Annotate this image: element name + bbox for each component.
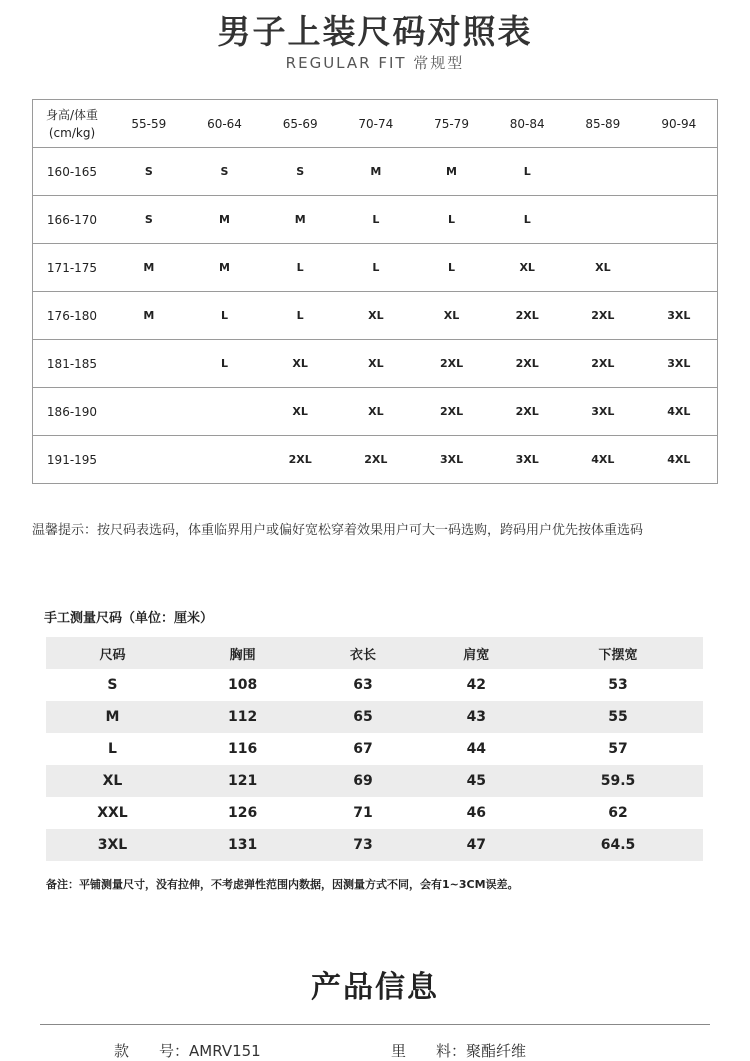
size-chart-row bbox=[33, 196, 718, 244]
measurement-column-header: 肩宽 bbox=[420, 637, 533, 669]
size-cell: S bbox=[111, 148, 187, 196]
size-cell: 4XL bbox=[565, 436, 641, 484]
measurement-cell: 46 bbox=[466, 805, 487, 821]
measurement-cell: 53 bbox=[608, 677, 628, 693]
weight-column-header: 60-64 bbox=[187, 100, 263, 148]
size-cell: L bbox=[338, 196, 414, 244]
size-cell: L bbox=[489, 148, 565, 196]
size-cell: 2XL bbox=[262, 436, 338, 484]
size-cell: L bbox=[187, 340, 263, 388]
measurement-cell: 44 bbox=[466, 741, 487, 757]
measurement-cell: 69 bbox=[306, 765, 419, 797]
measurement-cell: 65 bbox=[306, 701, 419, 733]
measurement-cell: 67 bbox=[353, 741, 373, 757]
size-cell: XL bbox=[489, 244, 565, 292]
size-cell bbox=[641, 148, 718, 196]
size-cell: L bbox=[262, 244, 338, 292]
size-cell: 2XL bbox=[338, 436, 414, 484]
measurement-cell: 73 bbox=[306, 829, 419, 861]
size-cell: M bbox=[111, 292, 187, 340]
size-cell: 3XL bbox=[565, 388, 641, 436]
measurement-cell: M bbox=[46, 701, 179, 733]
measurement-cell: 126 bbox=[228, 805, 258, 821]
size-cell: L bbox=[338, 244, 414, 292]
size-chart-row bbox=[33, 292, 718, 340]
size-cell bbox=[111, 340, 187, 388]
measurement-cell: XXL bbox=[97, 805, 128, 821]
lining-value: 聚酯纤维 bbox=[466, 1042, 527, 1060]
size-cell: 4XL bbox=[641, 388, 718, 436]
size-cell: XL bbox=[262, 388, 338, 436]
measurement-note: 备注：平铺测量尺寸，没有拉伸，不考虑弹性范围内数据，因测量方式不同，会有1~3CM误差。 bbox=[46, 878, 519, 891]
measurement-cell: XL bbox=[46, 765, 179, 797]
measurement-cell: S bbox=[107, 677, 118, 693]
measurement-cell: 47 bbox=[420, 829, 533, 861]
measurement-column-header: 衣长 bbox=[306, 637, 419, 669]
weight-column-header: 85-89 bbox=[565, 100, 641, 148]
size-chart-row bbox=[33, 244, 718, 292]
size-cell: M bbox=[414, 148, 490, 196]
measurement-cell: 55 bbox=[533, 701, 703, 733]
measurement-cell: 57 bbox=[608, 741, 628, 757]
weight-column-header: 70-74 bbox=[338, 100, 414, 148]
size-cell: S bbox=[187, 148, 263, 196]
size-cell bbox=[641, 244, 718, 292]
measurement-table bbox=[46, 637, 703, 861]
size-cell: 2XL bbox=[565, 292, 641, 340]
size-cell: 2XL bbox=[489, 340, 565, 388]
measurement-cell: L bbox=[108, 741, 117, 757]
measurement-row bbox=[46, 829, 703, 861]
size-cell: 2XL bbox=[565, 340, 641, 388]
height-range-label: 166-170 bbox=[33, 196, 112, 244]
size-cell bbox=[565, 148, 641, 196]
measurement-cell: 63 bbox=[353, 677, 373, 693]
weight-column-header: 80-84 bbox=[489, 100, 565, 148]
height-range-label: 181-185 bbox=[33, 340, 112, 388]
size-chart-row bbox=[33, 388, 718, 436]
measurement-header-row bbox=[46, 637, 703, 669]
size-cell: XL bbox=[338, 340, 414, 388]
measurement-title: 手工测量尺码（单位：厘米） bbox=[44, 611, 214, 626]
weight-column-header: 55-59 bbox=[111, 100, 187, 148]
height-range-label: 191-195 bbox=[33, 436, 112, 484]
measurement-cell: 108 bbox=[228, 677, 258, 693]
size-cell: L bbox=[489, 196, 565, 244]
measurement-cell: 121 bbox=[179, 765, 306, 797]
height-range-label: 176-180 bbox=[33, 292, 112, 340]
measurement-cell: 3XL bbox=[46, 829, 179, 861]
size-cell: L bbox=[187, 292, 263, 340]
height-range-label: 171-175 bbox=[33, 244, 112, 292]
size-chart-row bbox=[33, 340, 718, 388]
measurement-column-header: 胸围 bbox=[179, 637, 306, 669]
weight-column-header: 90-94 bbox=[641, 100, 718, 148]
corner-label-line1: 身高/体重 bbox=[45, 107, 99, 122]
size-cell: 3XL bbox=[641, 340, 718, 388]
size-cell bbox=[641, 196, 718, 244]
height-range-label: 160-165 bbox=[33, 148, 112, 196]
measurement-cell: 64.5 bbox=[533, 829, 703, 861]
size-cell: M bbox=[262, 196, 338, 244]
size-cell: XL bbox=[262, 340, 338, 388]
measurement-cell: 116 bbox=[228, 741, 258, 757]
measurement-row bbox=[46, 765, 703, 797]
weight-column-header: 65-69 bbox=[262, 100, 338, 148]
size-cell: L bbox=[414, 196, 490, 244]
product-info-divider bbox=[40, 1024, 710, 1025]
size-cell: 3XL bbox=[641, 292, 718, 340]
size-cell bbox=[111, 388, 187, 436]
sizing-tip: 温馨提示：按尺码表选码，体重临界用户或偏好宽松穿着效果用户可大一码选购，跨码用户优先按体重选码 bbox=[32, 523, 644, 538]
measurement-cell: 62 bbox=[608, 805, 628, 821]
measurement-cell: 71 bbox=[353, 805, 373, 821]
weight-column-header: 75-79 bbox=[414, 100, 490, 148]
size-chart-row bbox=[33, 436, 718, 484]
size-cell: XL bbox=[338, 292, 414, 340]
measurement-cell: 59.5 bbox=[533, 765, 703, 797]
page-subtitle: REGULAR FIT 常规型 bbox=[285, 54, 465, 72]
measurement-cell: 42 bbox=[466, 677, 487, 693]
size-cell: M bbox=[111, 244, 187, 292]
measurement-cell: 43 bbox=[420, 701, 533, 733]
measurement-row bbox=[46, 733, 703, 765]
size-cell: S bbox=[262, 148, 338, 196]
size-cell: L bbox=[262, 292, 338, 340]
size-cell: XL bbox=[565, 244, 641, 292]
measurement-cell: 131 bbox=[179, 829, 306, 861]
size-cell: 2XL bbox=[489, 292, 565, 340]
size-cell: 2XL bbox=[414, 388, 490, 436]
corner-label-line2: (cm/kg) bbox=[48, 125, 96, 140]
size-cell bbox=[111, 436, 187, 484]
size-cell bbox=[187, 436, 263, 484]
size-cell: M bbox=[187, 196, 263, 244]
product-info-title: 产品信息 bbox=[311, 970, 439, 1005]
size-cell: XL bbox=[414, 292, 490, 340]
size-cell: 4XL bbox=[641, 436, 718, 484]
height-range-label: 186-190 bbox=[33, 388, 112, 436]
size-cell: 3XL bbox=[414, 436, 490, 484]
measurement-row bbox=[46, 797, 703, 829]
size-cell: L bbox=[414, 244, 490, 292]
page-title: 男子上装尺码对照表 bbox=[217, 12, 533, 51]
measurement-row bbox=[46, 669, 703, 701]
measurement-column-header: 下摆宽 bbox=[533, 637, 703, 669]
size-cell bbox=[565, 196, 641, 244]
measurement-column-header: 尺码 bbox=[46, 637, 179, 669]
measurement-row bbox=[46, 701, 703, 733]
size-cell: XL bbox=[338, 388, 414, 436]
size-chart-corner-label bbox=[33, 100, 112, 148]
size-chart-table bbox=[32, 99, 718, 484]
size-cell: M bbox=[187, 244, 263, 292]
size-cell: M bbox=[338, 148, 414, 196]
style-number-value: AMRV151 bbox=[189, 1042, 261, 1060]
style-number-label: 款 号： bbox=[114, 1042, 190, 1060]
size-cell: 2XL bbox=[414, 340, 490, 388]
measurement-cell: 112 bbox=[179, 701, 306, 733]
size-cell: 2XL bbox=[489, 388, 565, 436]
size-cell: S bbox=[111, 196, 187, 244]
size-cell bbox=[187, 388, 263, 436]
measurement-cell: 45 bbox=[420, 765, 533, 797]
size-chart-header-row bbox=[33, 100, 718, 148]
size-cell: 3XL bbox=[489, 436, 565, 484]
size-chart-row bbox=[33, 148, 718, 196]
lining-label: 里 料： bbox=[391, 1042, 467, 1060]
